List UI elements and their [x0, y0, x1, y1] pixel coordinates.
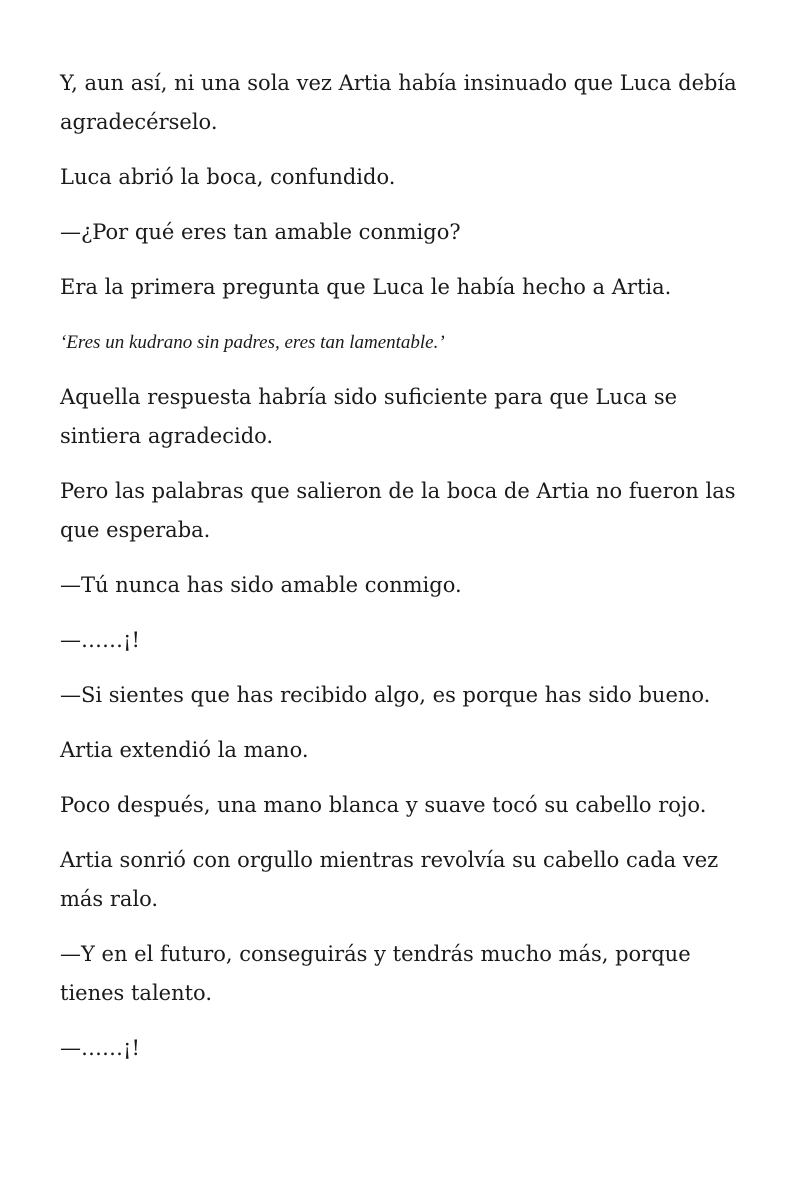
dialogue-line: —¿Por qué eres tan amable conmigo? [60, 220, 461, 244]
paragraph: Artia extendió la mano. [60, 738, 309, 762]
dialogue-line: —……¡! [60, 1036, 140, 1060]
paragraph: Poco después, una mano blanca y suave tocó su cabello rojo. [60, 793, 707, 817]
paragraph: Era la primera pregunta que Luca le había hecho a Artia. [60, 275, 672, 299]
paragraph: Luca abrió la boca, confundido. [60, 165, 396, 189]
paragraph: Pero las palabras que salieron de la boca de Artia no fueron las que esperaba. [60, 479, 736, 542]
paragraph: Y, aun así, ni una sola vez Artia había insinuado que Luca debía agradecérselo. [60, 71, 737, 134]
dialogue-line: —Tú nunca has sido amable conmigo. [60, 573, 462, 597]
italic-thought: ‘Eres un kudrano sin padres, eres tan lamentable.’ [60, 332, 445, 353]
paragraph: Artia sonrió con orgullo mientras revolvía su cabello cada vez más ralo. [60, 848, 719, 911]
dialogue-line: —Si sientes que has recibido algo, es porque has sido bueno. [60, 683, 711, 707]
dialogue-line: —……¡! [60, 628, 140, 652]
reading-page [60, 64, 750, 1084]
dialogue-line: —Y en el futuro, conseguirás y tendrás mucho más, porque tienes talento. [60, 942, 691, 1005]
paragraph: Aquella respuesta habría sido suficiente para que Luca se sintiera agradecido. [60, 385, 678, 448]
